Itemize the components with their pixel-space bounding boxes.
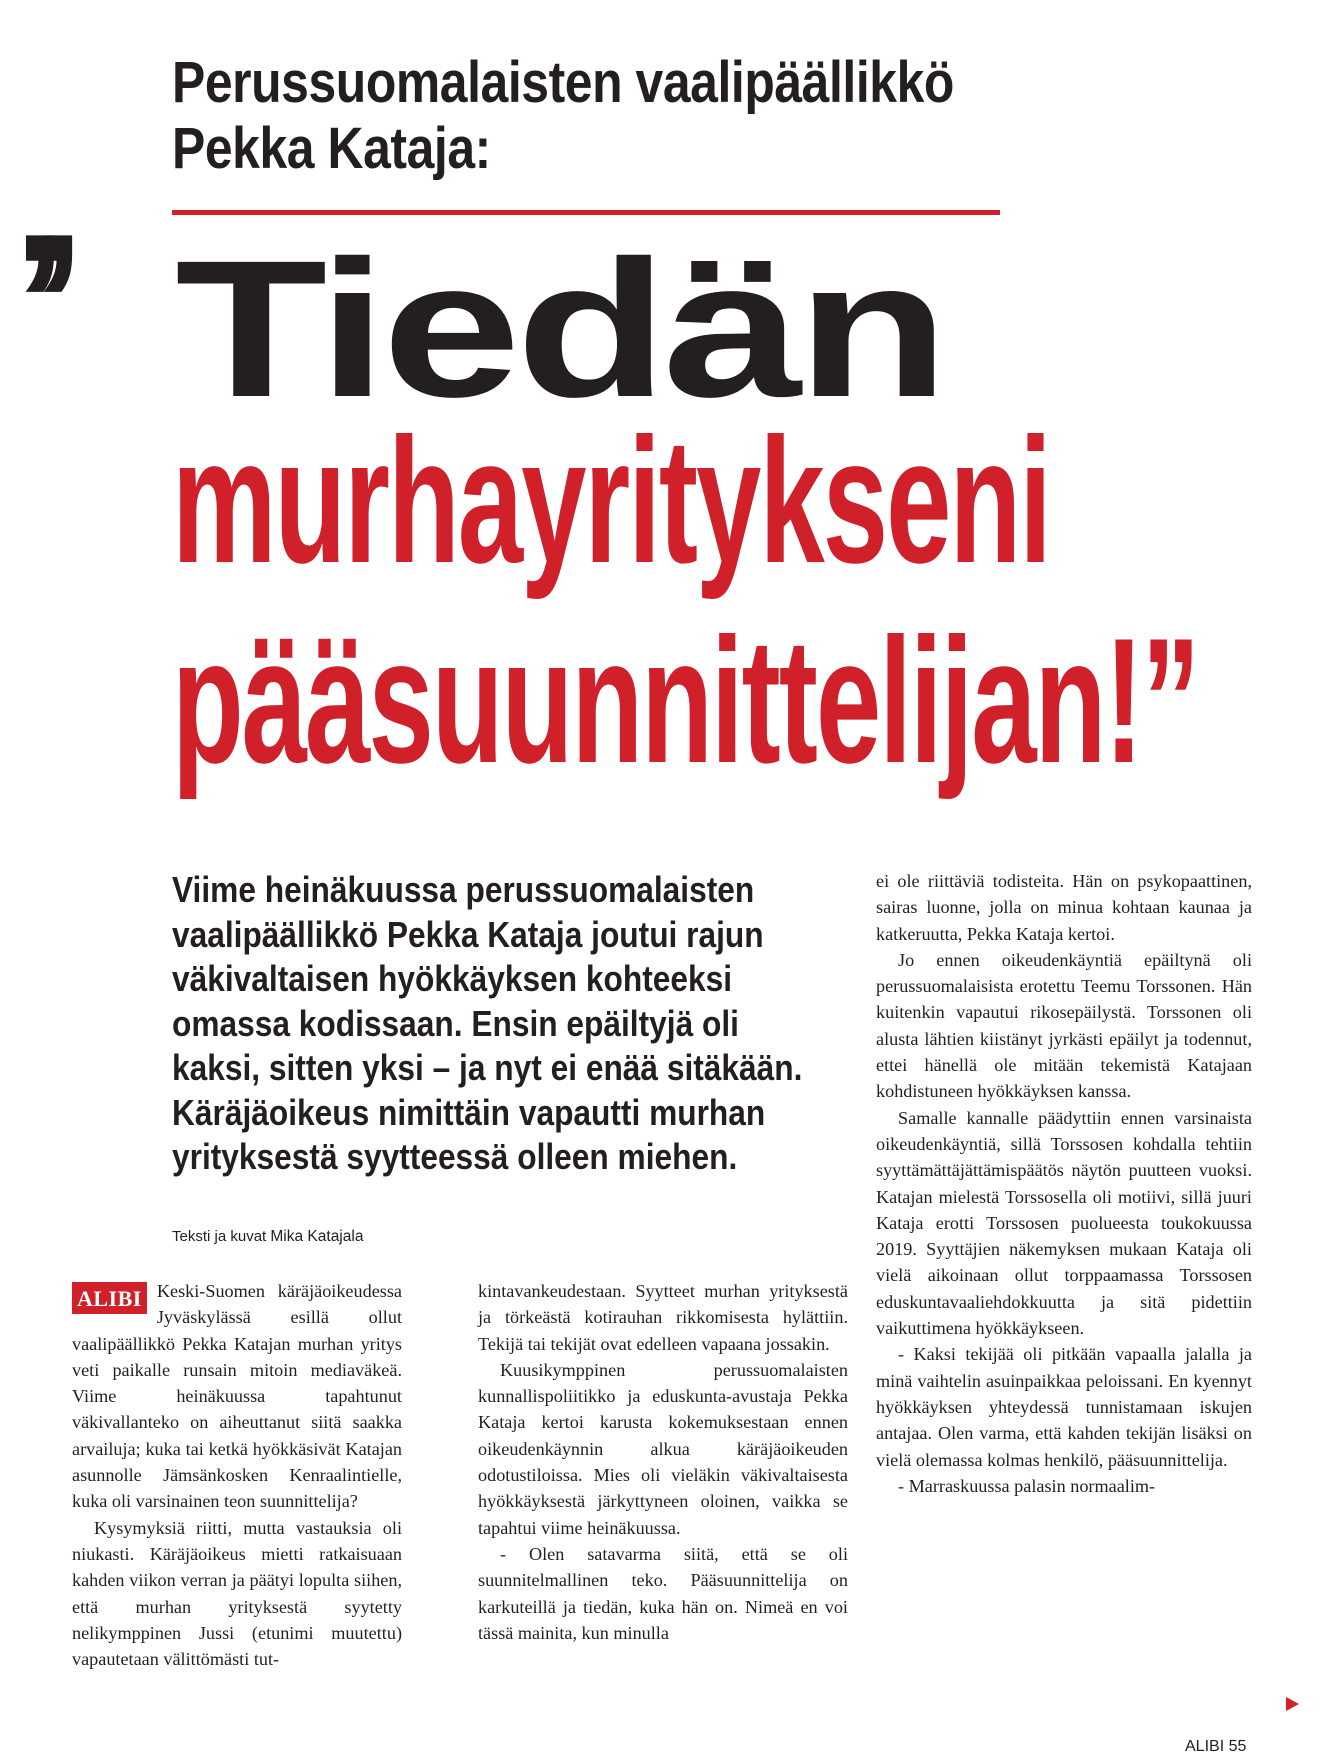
headline-open-quote: ’’ [12, 193, 56, 416]
kicker-line-2: Pekka Kataja: [172, 116, 491, 181]
body-paragraph: ei ole riittäviä todisteita. Hän on psykopaattinen, sairas luonne, jolla on minua kohtaan kaunaa ja katkeruutta, Pekka Kataja kertoi. [876, 871, 1252, 944]
body-paragraph [72, 1278, 402, 1515]
lead-line: kaksi, sitten yksi – ja nyt ei enää sitäkään. [172, 1047, 803, 1088]
lead-line: väkivaltaisen hyökkäyksen kohteeksi [172, 958, 733, 999]
body-paragraph: - Olen satavarma siitä, että se oli suunnitelmallinen teko. Pääsuunnittelija on karkuteillä ja tiedän, kuka hän on. Nimeä en voi tässä mainita, kun minulla [478, 1543, 848, 1643]
headline-line-2: murhayritykseni [172, 401, 1050, 600]
body-column-3 [876, 868, 1252, 1499]
continue-arrow-icon [1286, 1697, 1299, 1711]
kicker-line-1: Perussuomalaisten vaalipäällikkö [172, 50, 954, 115]
kicker-rule [172, 210, 1000, 215]
body-paragraph: - Kaksi tekijää oli pitkään vapaalla jalalla ja minä vaihtelin asuinpaikkaa peloissani. En kyennyt hyökkäyksen yhteydessä tunnistamaan iskujen antajaa. Olen varma, että kahden tekijän lisäksi on vielä olemassa kolmas henkilö, pääsuunnittelija. [876, 1344, 1252, 1470]
body-column-1 [72, 1278, 402, 1672]
body-paragraph: Jo ennen oikeudenkäyntiä epäiltynä oli perussuomalaisista erotettu Teemu Torssonen. Hän kuitenkin vapautui rikosepäilystä. Torssonen oli alusta lähtien kiistänyt jyrkästi epäilyt ja todennut, ettei hänellä ole mitään tekemistä Katajaan kohdistuneen hyökkäyksen kanssa. [876, 949, 1252, 1102]
lead-line: vaalipäällikkö Pekka Kataja joutui rajun [172, 913, 764, 955]
page-folio: ALIBI 55 [1185, 1738, 1247, 1755]
lead-line: omassa kodissaan. Ensin epäiltyjä oli [172, 1002, 739, 1044]
body-column-2 [478, 1278, 848, 1646]
byline-prefix: Teksti ja kuvat [172, 1228, 267, 1245]
body-paragraph-text: Keski-Suomen käräjäoikeudessa Jyväskylässä esillä ollut vaalipäällikkö Pekka Katajan murhan yritys veti paikalle runsain mitoin mediaväkeä. Viime heinäkuussa tapahtunut väkivallanteko on aiheuttanut siitä saakka arvailuja; kuka tai ketkä hyökkäsivät Katajan asunnolle Jämsänkosken Kenraalintielle, kuka oli varsinainen teon suunnittelija? [72, 1281, 402, 1512]
lead-line: Viime heinäkuussa perussuomalaisten [172, 869, 755, 910]
kicker [172, 50, 1032, 182]
body-paragraph: Samalle kannalle päädyttiin ennen varsinaista oikeudenkäyntiä, sillä Torssosen kohdalla tehtiin syyttämättäjättämispäätös näytön puutteen vuoksi. Katajan mielestä Torssosella oli motiivi, sillä juuri Kataja erotti Torssosen puolueesta toukokuussa 2019. Syyttäjien näkemyksen mukaan Kataja oli vielä aikoinaan ollut torppaamassa Torssosen eduskuntavaaliehdokkuutta ja sitä pidettiin vaikuttimena hyökkäykseen. [876, 1107, 1252, 1339]
lead-line: yrityksestä syytteessä olleen miehen. [172, 1136, 738, 1177]
body-paragraph: Kysymyksiä riitti, mutta vastauksia oli niukasti. Käräjäoikeus mietti ratkaisuaan kahden viikon verran ja päätyi lopulta siihen, että murhan yrityksestä syytetty nelikymppinen Jussi (etunimi muutettu) vapautetaan välittömästi tut- [72, 1517, 402, 1670]
alibi-badge: ALIBI [72, 1282, 147, 1314]
lead-line: Käräjäoikeus nimittäin vapautti murhan [172, 1091, 766, 1133]
body-paragraph: - Marraskuussa palasin normaalim- [898, 1475, 1156, 1496]
headline-line-3: pääsuunnittelijan!” [172, 601, 1199, 800]
headline-line-1: Tiedän [175, 220, 945, 438]
body-paragraph: Kuusikymppinen perussuomalaisten kunnallispoliitikko ja eduskunta-avustaja Pekka Kataja kertoi karusta kokemuksestaan ennen oikeudenkäynnin alkua käräjäoikeuden odotustiloissa. Mies oli vieläkin väkivaltaisesta hyökkäyksestä järkyttyneen oloinen, vaikka se tapahtui viime heinäkuussa. [478, 1359, 848, 1538]
body-paragraph: kintavankeudestaan. Syytteet murhan yrityksestä ja törkeästä kotirauhan rikkomisesta hylättiin. Tekijä tai tekijät ovat edelleen vapaana jossakin. [478, 1281, 848, 1354]
lead-paragraph [172, 868, 823, 1180]
byline [172, 1228, 363, 1246]
byline-author: Mika Katajala [270, 1228, 364, 1245]
